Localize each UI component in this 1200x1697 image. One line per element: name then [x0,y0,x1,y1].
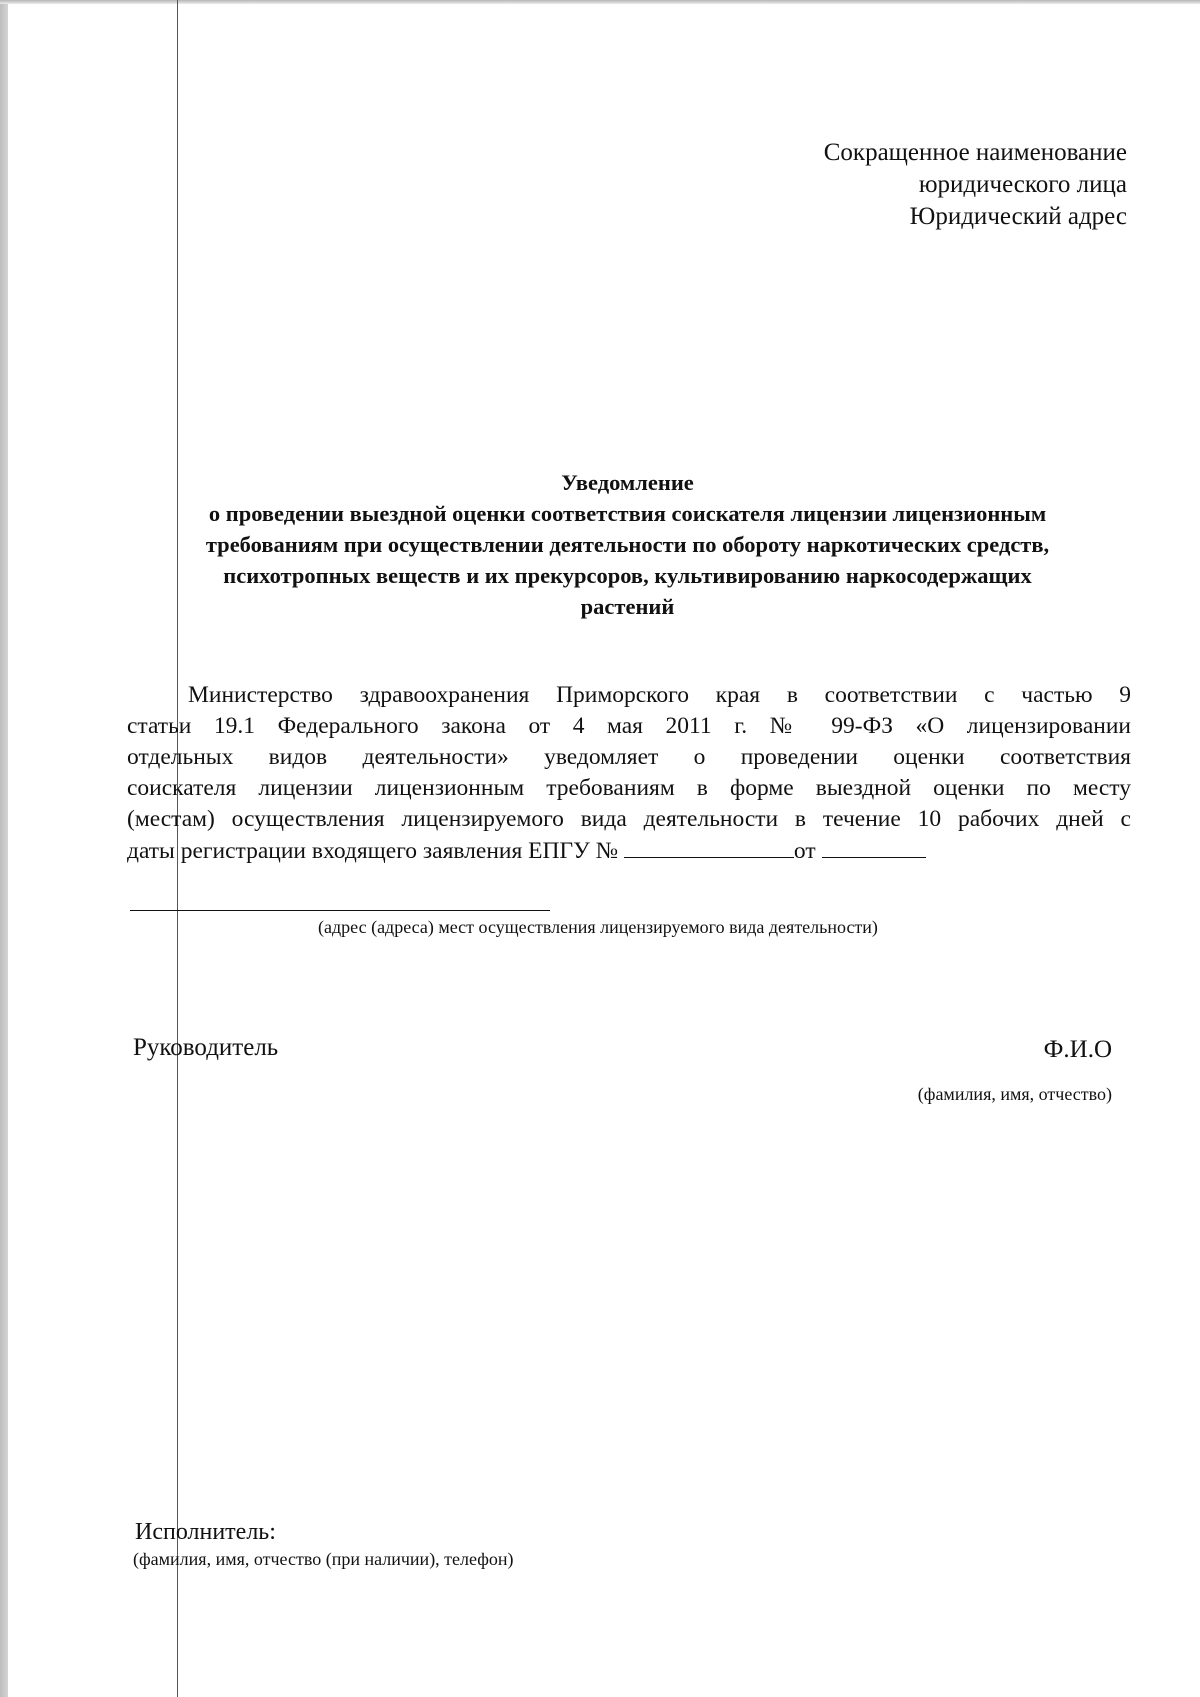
body-line-6 [127,835,1131,867]
scan-edge-top [0,0,1200,4]
executor-caption: (фамилия, имя, отчество (при наличии), телефон) [133,1549,514,1569]
address-blank-line [130,910,550,911]
body-line-3: отдельных видов деятельности» уведомляет о проведении оценки соответствия [127,744,1131,770]
addressee-entity-type: юридического лица [918,171,1127,198]
title-line-2: о проведении выездной оценки соответствия соискателя лицензии лицензионным [208,501,1047,526]
body-line-5: (местам) осуществления лицензируемого вида деятельности в течение 10 рабочих дней с [127,806,1131,832]
registration-date-blank [822,835,926,858]
addressee-legal-address: Юридический адрес [909,203,1127,230]
registration-label: даты регистрации входящего заявления ЕПГУ № [127,838,619,864]
body-paragraph [127,680,1131,867]
registration-date-label: от [793,838,816,864]
address-caption: (адрес (адреса) мест осуществления лицензируемого вида деятельности) [318,917,878,937]
addressee-block [824,137,1127,233]
body-line-2: статьи 19.1 Федерального закона от 4 мая 2011 г. № 99-ФЗ «О лицензировании [127,713,1131,739]
registration-number-blank [624,835,794,858]
signer-title: Руководитель [133,1034,279,1061]
document-title [125,467,1130,622]
addressee-short-name: Сокращенное наименование [823,139,1127,166]
executor-title: Исполнитель: [135,1519,276,1545]
title-line-4: психотропных веществ и их прекурсоров, культивированию наркосодержащих [223,563,1032,588]
body-line-4: соискателя лицензии лицензионным требованиям в форме выездной оценки по месту [127,775,1131,801]
title-line-3: требованиям при осуществлении деятельности по обороту наркотических средств, [205,532,1050,557]
title-heading: Уведомление [561,470,694,495]
signer-name-caption: (фамилия, имя, отчество) [917,1084,1112,1104]
scan-edge-left [0,0,8,1697]
title-line-5: растений [580,594,675,619]
signer-name: Ф.И.О [1043,1036,1112,1063]
body-line-1: Министерство здравоохранения Приморского края в соответствии с частью 9 [188,682,1131,708]
